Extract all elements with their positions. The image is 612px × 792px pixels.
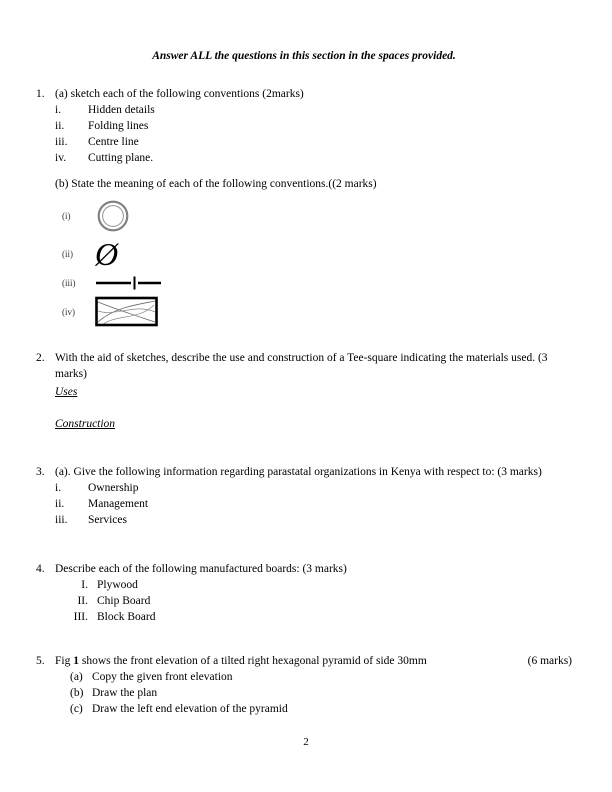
list-item-text: Draw the plan [92,687,158,699]
list-item-label: (c) [70,703,83,715]
symbol-row [62,198,572,234]
diameter-icon: Ø [95,236,119,272]
question-5-text-line [55,653,572,669]
list-item [55,512,572,528]
symbol-row [62,238,572,270]
question-4-text: Describe each of the following manufactured boards: (3 marks) [55,563,347,575]
list-item-label: II. [77,595,88,607]
question-4-items [55,577,572,625]
centre-line-break-icon [95,274,165,292]
list-item-text: Centre line [88,136,139,148]
question-1a-text: (a) sketch each of the following conventions (2marks) [55,88,304,100]
list-item-label: ii. [55,120,65,132]
symbol-label: (iv) [62,307,75,317]
list-item-text: Chip Board [97,595,151,607]
question-2-number: 2. [36,352,45,364]
list-item-text: Draw the left end elevation of the pyramid [92,703,288,715]
question-4-number: 4. [36,563,45,575]
question-2 [36,350,572,432]
question-3-number: 3. [36,466,45,478]
list-item [70,701,572,717]
list-item-label: i. [55,104,62,116]
question-1a-items [55,102,572,166]
question-5-items [70,669,572,717]
list-item-text: Cutting plane. [88,152,154,164]
list-item-text: Management [88,498,149,510]
list-item-text: Block Board [97,611,156,623]
list-item [55,150,572,166]
question-1-number: 1. [36,88,45,100]
list-item-text: Plywood [97,579,138,591]
list-item [64,609,572,625]
question-3-items [55,480,572,528]
list-item [64,593,572,609]
uses-heading: Uses [55,386,78,398]
symbol-row [62,274,572,292]
convention-symbols [62,198,572,328]
list-item-label: III. [73,611,88,623]
symbol-row [62,296,572,328]
list-item-label: iii. [55,136,68,148]
list-item-label: (b) [70,687,84,699]
question-3-text: (a). Give the following information regarding parastatal organizations in Kenya with respect to: (3 marks) [55,466,542,478]
list-item-label: (a) [70,671,83,683]
construction-heading: Construction [55,418,116,430]
symbol-label: (ii) [62,249,73,259]
list-item [70,669,572,685]
symbol-label: (iii) [62,278,76,288]
list-item [55,134,572,150]
fig-word: Fig [55,655,74,667]
list-item-label: iii. [55,514,68,526]
question-1 [36,86,572,192]
question-4 [36,561,572,625]
list-item [55,102,572,118]
question-5-text [55,653,516,669]
concentric-circles-icon [95,198,131,234]
list-item [55,118,572,134]
list-item-text: Services [88,514,127,526]
list-item-text: Hidden details [88,104,155,116]
list-item-label: I. [81,579,88,591]
list-item-text: Ownership [88,482,139,494]
list-item-text: Copy the given front elevation [92,671,233,683]
question-5-text-rest: shows the front elevation of a tilted right hexagonal pyramid of side 30mm [78,655,427,667]
list-item-text: Folding lines [88,120,149,132]
question-3 [36,464,572,528]
list-item-label: i. [55,482,62,494]
page-number: 2 [303,736,309,748]
list-item [70,685,572,701]
section-instruction: Answer ALL the questions in this section in the spaces provided. [152,50,456,62]
list-item [55,480,572,496]
question-5 [36,653,572,717]
list-item [64,577,572,593]
list-item-label: ii. [55,498,65,510]
question-1b-text: (b) State the meaning of each of the following conventions.((2 marks) [55,178,377,190]
question-2-text: With the aid of sketches, describe the use and construction of a Tee-square indicating the materials used. (3 marks) [55,352,548,380]
fig-number: 1 [73,655,79,667]
list-item-label: iv. [55,152,67,164]
question-5-number: 5. [36,655,45,667]
symbol-label: (i) [62,211,71,221]
list-item [55,496,572,512]
question-5-marks: (6 marks) [527,655,572,667]
wood-grain-rectangle-icon [95,296,159,328]
